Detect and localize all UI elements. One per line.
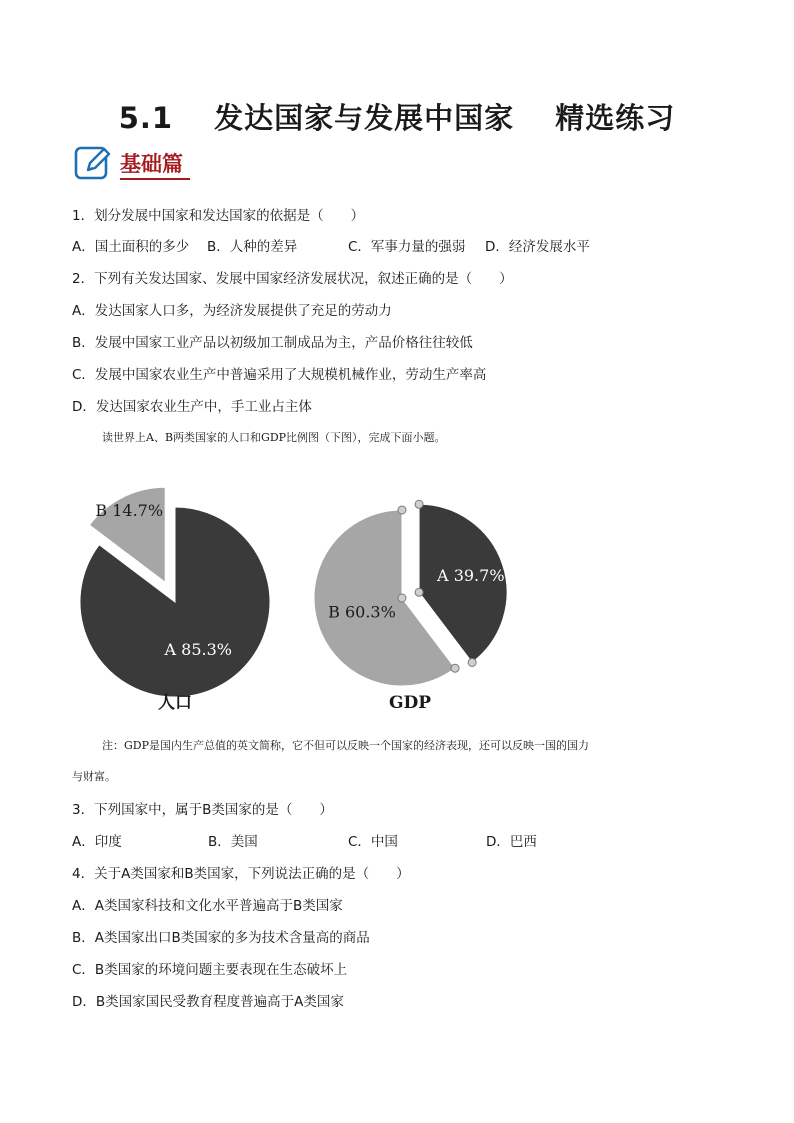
section-badge — [74, 144, 194, 188]
pencil-edit-icon — [74, 144, 112, 182]
question-2-stem: 2．下列有关发达国家、发展中国家经济发展状况，叙述正确的是（ ） — [72, 271, 513, 287]
question-4-option-a: A．A类国家科技和文化水平普遍高于B类国家 — [72, 898, 343, 914]
figure-intro: 读世界上A、B两类国家的人口和GDP比例图（下图），完成下面小题。 — [102, 431, 446, 444]
option-c: C．中国 — [348, 834, 398, 850]
question-2-option-d: D．发达国家农业生产中，手工业占主体 — [72, 399, 312, 415]
option-a: A．国土面积的多少 — [72, 239, 190, 255]
question-2-option-c: C．发展中国家农业生产中普遍采用了大规模机械作业，劳动生产率高 — [72, 367, 487, 383]
option-d: D．经济发展水平 — [485, 239, 590, 255]
pie-1-slice-B-handle-2 — [398, 506, 406, 514]
option-b: B．人种的差异 — [207, 239, 298, 255]
pie-1-label-B: B 60.3% — [328, 602, 396, 622]
page-title: 5.1 发达国家与发展中国家 精选练习 — [118, 101, 676, 135]
option-c: C．军事力量的强弱 — [348, 239, 466, 255]
pie-1-slice-B-handle-1 — [451, 664, 459, 672]
section-underline — [120, 178, 190, 180]
question-4-option-d: D．B类国家国民受教育程度普遍高于A类国家 — [72, 994, 344, 1010]
figure-note-line-2: 与财富。 — [72, 770, 116, 783]
pie-0-label-B: B 14.7% — [95, 501, 164, 521]
question-3-options — [72, 832, 712, 852]
pie-1-slice-A-handle-2 — [468, 658, 476, 666]
pie-0-label-A: A 85.3% — [164, 639, 233, 659]
question-4-stem: 4．关于A类国家和B类国家，下列说法正确的是（ ） — [72, 866, 410, 882]
pie-0-title: 人口 — [158, 693, 192, 713]
question-4-option-b: B．A类国家出口B类国家的多为技术含量高的商品 — [72, 930, 370, 946]
question-1-stem: 1．划分发展中国家和发达国家的依据是（ ） — [72, 208, 365, 224]
option-d: D．巴西 — [486, 834, 537, 850]
option-b: B．美国 — [208, 834, 258, 850]
pie-1-slice-B-handle-0 — [398, 594, 406, 602]
question-2-option-b: B．发展中国家工业产品以初级加工制成品为主，产品价格往往较低 — [72, 335, 473, 351]
pie-1-slice-A-handle-1 — [415, 500, 423, 508]
pie-1-title: GDP — [388, 693, 432, 713]
question-3-stem: 3．下列国家中，属于B类国家的是（ ） — [72, 802, 333, 818]
option-a: A．印度 — [72, 834, 122, 850]
pie-charts-svg — [72, 480, 512, 720]
pie-1-slice-A-handle-0 — [415, 588, 423, 596]
pie-1-label-A: A 39.7% — [437, 565, 505, 585]
section-label: 基础篇 — [120, 151, 183, 176]
question-4-option-c: C．B类国家的环境问题主要表现在生态破坏上 — [72, 962, 348, 978]
question-2-option-a: A．发达国家人口多，为经济发展提供了充足的劳动力 — [72, 303, 392, 319]
question-1-options — [72, 237, 712, 257]
pie-charts-figure — [72, 480, 512, 720]
figure-note-line-1: 注：GDP是国内生产总值的英文简称，它不但可以反映一个国家的经济表现，还可以反映一国的国力 — [102, 739, 590, 752]
